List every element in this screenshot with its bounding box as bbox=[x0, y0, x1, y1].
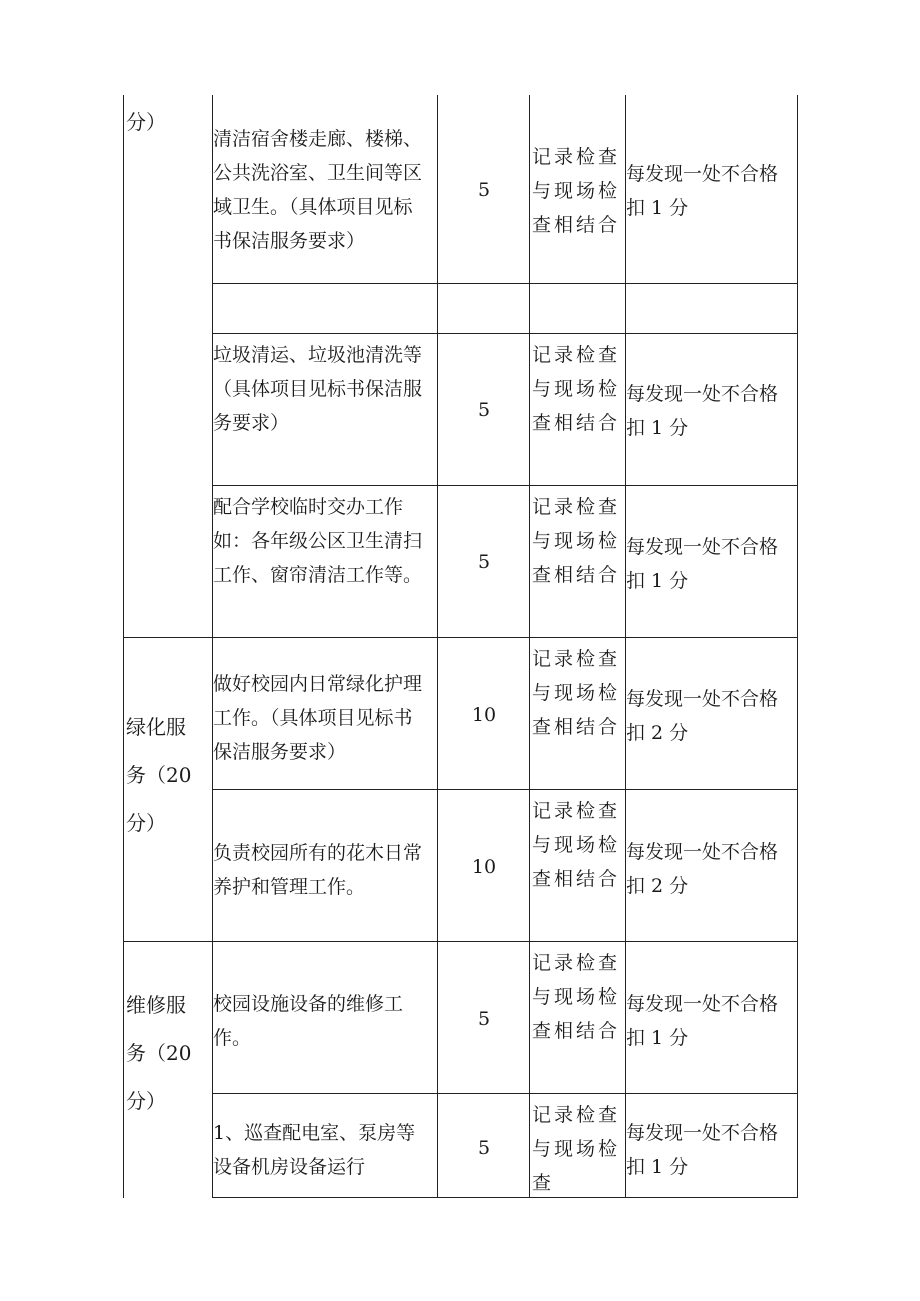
row-1-description: 清洁宿舍楼走廊、楼梯、 公共洗浴室、卫生间等区 域卫生。（具体项目见标 书保洁服务要求） bbox=[213, 128, 423, 252]
row-7-method: 记录检查 与现场检 查相结合 bbox=[532, 952, 621, 1042]
row-divider bbox=[123, 941, 798, 942]
row-1-method: 记录检查 与现场检 查相结合 bbox=[532, 146, 621, 236]
row-6-score: 10 bbox=[471, 856, 497, 878]
row-3-deduction: 每发现一处不合格 扣 1 分 bbox=[626, 383, 779, 439]
row-6-description: 负责校园所有的花木日常 养护和管理工作。 bbox=[213, 842, 423, 898]
row-8-deduction: 每发现一处不合格 扣 1 分 bbox=[626, 1122, 779, 1178]
row-4-method: 记录检查 与现场检 查相结合 bbox=[532, 496, 621, 586]
row-divider bbox=[212, 283, 798, 284]
category-cleaning-tail: 分） bbox=[126, 110, 166, 134]
row-3-score: 5 bbox=[477, 399, 491, 421]
row-6-method: 记录检查 与现场检 查相结合 bbox=[532, 800, 621, 890]
row-6-deduction: 每发现一处不合格 扣 2 分 bbox=[626, 841, 779, 897]
row-5-deduction: 每发现一处不合格 扣 2 分 bbox=[626, 688, 779, 744]
row-5-score: 10 bbox=[471, 704, 497, 726]
row-4-deduction: 每发现一处不合格 扣 1 分 bbox=[626, 536, 779, 592]
row-1-deduction: 每发现一处不合格 扣 1 分 bbox=[626, 163, 779, 219]
row-3-method: 记录检查 与现场检 查相结合 bbox=[532, 344, 621, 434]
row-7-description: 校园设施设备的维修工 作。 bbox=[213, 993, 404, 1049]
row-4-score: 5 bbox=[477, 551, 491, 573]
row-7-deduction: 每发现一处不合格 扣 1 分 bbox=[626, 993, 779, 1049]
row-3-description: 垃圾清运、垃圾池清洗等 （具体项目见标书保洁服 务要求） bbox=[213, 344, 423, 434]
row-5-method: 记录检查 与现场检 查相结合 bbox=[532, 648, 621, 738]
row-divider bbox=[212, 333, 798, 334]
row-4-description: 配合学校临时交办工作 如：各年级公区卫生清扫 工作、窗帘清洁工作等。 bbox=[213, 496, 423, 586]
row-7-score: 5 bbox=[477, 1008, 491, 1030]
category-maintenance: 维修服 务（20 分） bbox=[126, 993, 192, 1113]
row-divider bbox=[123, 637, 798, 638]
row-1-score: 5 bbox=[477, 179, 491, 201]
category-greening: 绿化服 务（20 分） bbox=[126, 715, 192, 835]
row-divider bbox=[212, 1093, 798, 1094]
row-8-method: 记录检查 与现场检 查 bbox=[532, 1104, 621, 1194]
row-8-description: 1、巡查配电室、泵房等 设备机房设备运行 bbox=[213, 1122, 416, 1178]
row-divider bbox=[212, 789, 798, 790]
row-5-description: 做好校园内日常绿化护理 工作。（具体项目见标书 保洁服务要求） bbox=[213, 673, 423, 763]
row-divider bbox=[212, 485, 798, 486]
table-border-bottom bbox=[212, 1197, 798, 1198]
row-8-score: 5 bbox=[477, 1137, 491, 1159]
